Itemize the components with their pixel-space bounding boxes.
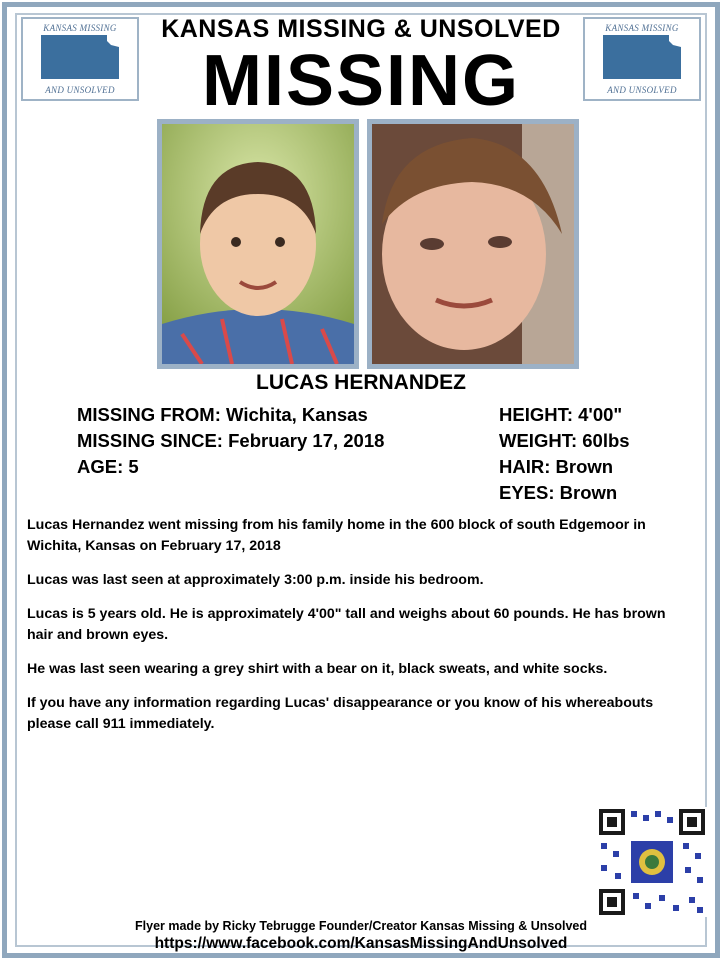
missing-headline: MISSING — [201, 41, 521, 121]
organization-title: KANSAS MISSING & UNSOLVED — [161, 15, 561, 43]
kansas-logo-left — [21, 17, 139, 101]
description-paragraph: If you have any information regarding Lucas' disappearance or you know of his whereabouts please call 911 immediately. — [27, 695, 654, 732]
missing-flyer — [2, 2, 720, 958]
description-paragraph: Lucas Hernandez went missing from his family home in the 600 block of south Edgemoor in Wichita, Kansas on February 17, 2018 — [27, 517, 646, 554]
qr-code-icon — [597, 807, 707, 917]
description-paragraph: Lucas is 5 years old. He is approximately 4'00" tall and weighs about 60 pounds. He has brown hair and brown eyes. — [27, 606, 666, 643]
logo-bottom-text: AND UNSOLVED — [45, 85, 115, 95]
hair-field: HAIR: Brown — [499, 456, 614, 477]
missing-person-name: LUCAS HERNANDEZ — [256, 371, 466, 394]
logo-top-text: KANSAS MISSING — [43, 23, 117, 33]
kansas-map-icon — [41, 35, 119, 79]
description-paragraph: Lucas was last seen at approximately 3:00 p.m. inside his bedroom. — [27, 572, 484, 588]
height-field: HEIGHT: 4'00" — [499, 404, 623, 425]
facebook-link[interactable]: https://www.facebook.com/KansasMissingAndUnsolved — [154, 935, 568, 952]
description-paragraph: He was last seen wearing a grey shirt with a bear on it, black sweats, and white socks. — [27, 661, 608, 677]
facts-right-column — [499, 403, 630, 507]
logo-top-text: KANSAS MISSING — [605, 23, 679, 33]
kansas-map-icon — [603, 35, 681, 79]
child-photo-2 — [367, 119, 579, 369]
child-portrait-image — [162, 124, 354, 364]
kansas-logo-right — [583, 17, 701, 101]
missing-since-field: MISSING SINCE: February 17, 2018 — [77, 430, 385, 451]
child-photo-1 — [157, 119, 359, 369]
child-portrait-image — [372, 124, 574, 364]
missing-from-field: MISSING FROM: Wichita, Kansas — [77, 404, 368, 425]
logo-bottom-text: AND UNSOLVED — [607, 85, 677, 95]
description-body — [27, 515, 691, 748]
weight-field: WEIGHT: 60lbs — [499, 430, 630, 451]
flyer-credit: Flyer made by Ricky Tebrugge Founder/Creator Kansas Missing & Unsolved — [135, 919, 587, 933]
facts-left-column — [77, 403, 384, 481]
eyes-field: EYES: Brown — [499, 482, 618, 503]
age-field: AGE: 5 — [77, 456, 139, 477]
